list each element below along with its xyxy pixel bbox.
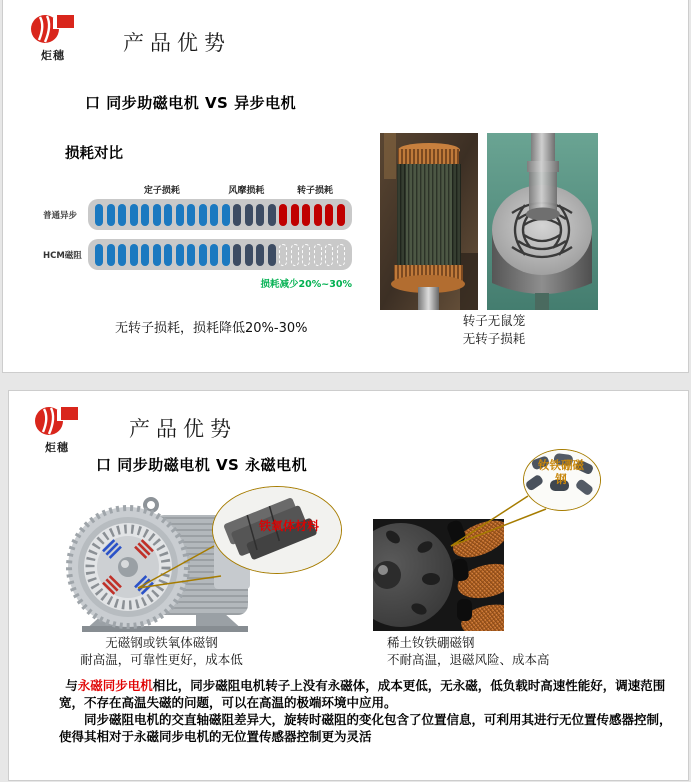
chart-rows [43, 199, 352, 279]
loss-pill-red [291, 204, 299, 226]
page-title: 产品优势 [129, 417, 237, 441]
slide1-photo-caption [429, 312, 559, 348]
logo-text: 炬穗 [45, 441, 69, 454]
para1-prefix: 与 [65, 678, 78, 693]
loss-pill-blue [95, 244, 103, 266]
loss-pill-blue [176, 244, 184, 266]
slide1-bottom-note: 无转子损耗，损耗降低20%-30% [115, 321, 308, 336]
loss-pill-blue [199, 204, 207, 226]
ndfeb-label-line2: 钢 [555, 472, 567, 486]
loss-pill-navy [245, 244, 253, 266]
loss-pill-navy [245, 204, 253, 226]
loss-pill-blue [107, 244, 115, 266]
section-heading: 口 同步助磁电机 VS 异步电机 [85, 94, 297, 112]
loss-pill-blue [210, 244, 218, 266]
loss-pill-blue [187, 204, 195, 226]
loss-pill-blue [153, 204, 161, 226]
loss-pill-red [279, 204, 287, 226]
photo-caption-line2: 无转子损耗 [462, 331, 526, 346]
loss-bar-track [88, 199, 352, 230]
loss-pill-red [302, 204, 310, 226]
column-label: 风摩损耗 [228, 186, 265, 196]
loss-pill-navy [233, 204, 241, 226]
pm-motor-photo [373, 519, 504, 631]
page-title: 产品优势 [123, 31, 231, 55]
loss-pill-blue [164, 204, 172, 226]
chart-row [43, 239, 352, 270]
pm-caption-line1: 稀土钕铁硼磁钢 [387, 635, 475, 650]
loss-pill-empty [325, 244, 333, 266]
row-label: 普通异步 [43, 210, 78, 221]
flame-logo-icon [34, 403, 80, 437]
loss-bar-track [88, 239, 352, 270]
loss-pill-empty [314, 244, 322, 266]
loss-pill-navy [256, 204, 264, 226]
row-label: HCM磁阻 [43, 250, 82, 261]
synrm-caption [49, 634, 274, 668]
photo-caption-line1: 转子无鼠笼 [462, 313, 526, 328]
ndfeb-callout-label [523, 458, 599, 486]
paragraph-2: 同步磁阻电机的交直轴磁阻差异大，旋转时磁阻的变化包含了位置信息，可利用其进行无位置传感器控制，使得其相对于永磁同步电机的无位置传感器控制更为灵活 [59, 712, 672, 744]
chart-column-labels [88, 183, 352, 197]
comparison-paragraph [59, 677, 679, 745]
loss-pill-navy [268, 204, 276, 226]
loss-pill-empty [302, 244, 310, 266]
logo-text: 炬穗 [41, 49, 65, 62]
loss-pill-blue [130, 204, 138, 226]
column-label: 转子损耗 [297, 186, 334, 196]
loss-pill-blue [141, 244, 149, 266]
column-label: 定子损耗 [143, 186, 180, 196]
loss-pill-empty [291, 244, 299, 266]
loss-pill-blue [222, 244, 230, 266]
ndfeb-label-line1: 钕铁硼磁 [538, 458, 584, 472]
pm-caption [387, 634, 657, 668]
loss-pill-navy [256, 244, 264, 266]
loss-pill-blue [187, 244, 195, 266]
loss-pill-blue [130, 244, 138, 266]
loss-pill-blue [141, 204, 149, 226]
slide-1 [2, 0, 689, 373]
loss-pill-navy [268, 244, 276, 266]
chart-row [43, 199, 352, 230]
loss-pill-blue [153, 244, 161, 266]
loss-pill-blue [210, 204, 218, 226]
loss-pill-blue [199, 244, 207, 266]
synrm-caption-line2: 耐高温，可靠性更好，成本低 [80, 652, 243, 667]
chart-title: 损耗对比 [65, 146, 123, 162]
company-logo [31, 403, 83, 455]
para1-rest: 相比，同步磁阻电机转子上没有永磁体，成本更低，无永磁，低负载时高速性能好，调速范围宽，不存在高温失磁的问题，可以在高温的极端环境中应用。 [59, 678, 666, 710]
loss-pill-empty [337, 244, 345, 266]
loss-pill-red [325, 204, 333, 226]
para1-highlight: 永磁同步电机 [77, 678, 153, 693]
copper-rotor-photo [380, 133, 478, 310]
loss-pill-navy [233, 244, 241, 266]
paragraph-1 [59, 677, 679, 711]
loss-reduction-annotation: 损耗减少20%~30% [260, 279, 352, 290]
reluctance-rotor-photo [487, 133, 598, 310]
loss-pill-blue [176, 204, 184, 226]
loss-pill-red [314, 204, 322, 226]
company-logo [27, 11, 79, 63]
slide-2 [8, 390, 689, 781]
pm-caption-line2: 不耐高温，退磁风险、成本高 [387, 652, 550, 667]
loss-pill-blue [95, 204, 103, 226]
loss-pill-blue [222, 204, 230, 226]
loss-pill-blue [118, 204, 126, 226]
loss-pill-blue [164, 244, 172, 266]
loss-pill-blue [118, 244, 126, 266]
ferrite-callout-label: 铁氧体材料 [259, 519, 320, 533]
flame-logo-icon [30, 11, 76, 45]
loss-pill-empty [279, 244, 287, 266]
section-heading: 口 同步助磁电机 VS 永磁电机 [96, 456, 308, 474]
loss-pill-red [337, 204, 345, 226]
loss-pill-blue [107, 204, 115, 226]
synrm-caption-line1: 无磁钢或铁氧体磁钢 [105, 635, 218, 650]
